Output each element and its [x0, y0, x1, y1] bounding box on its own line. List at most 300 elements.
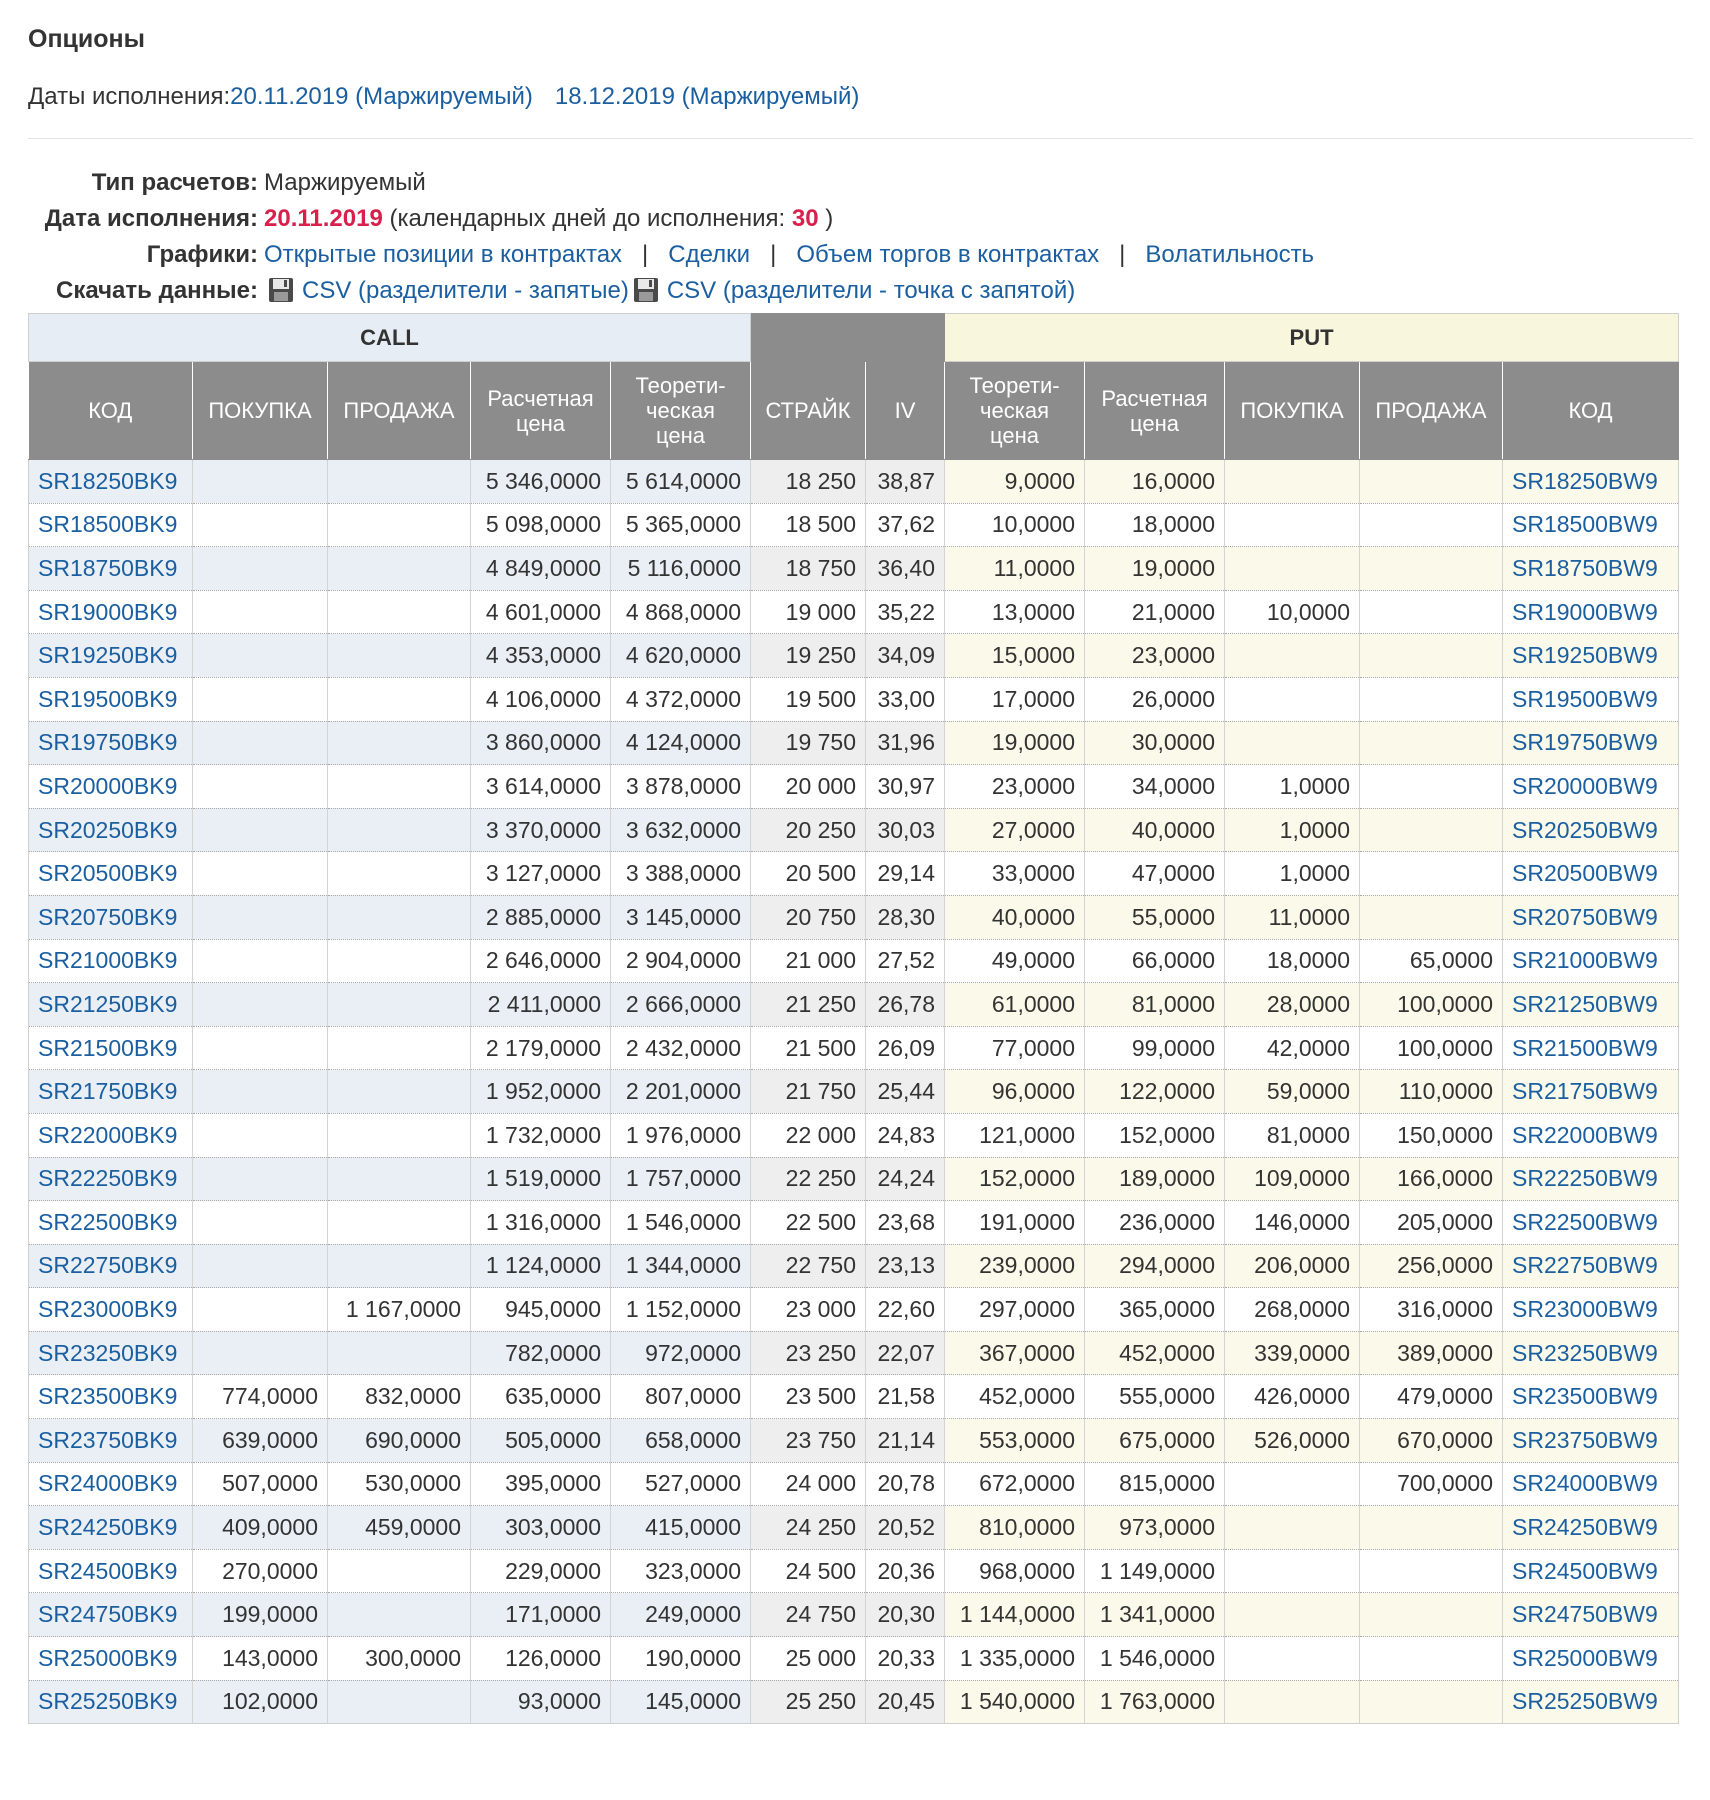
floppy-disk-icon[interactable] — [633, 277, 659, 303]
cell-call-settle: 3 127,0000 — [471, 852, 611, 896]
cell-iv: 20,78 — [866, 1462, 945, 1506]
cell-call-bid — [193, 1113, 328, 1157]
cell-put-code[interactable]: SR24750BW9 — [1503, 1593, 1679, 1637]
cell-put-settle: 236,0000 — [1085, 1201, 1225, 1245]
cell-call-theor: 4 868,0000 — [611, 590, 751, 634]
cell-call-ask — [328, 1680, 471, 1724]
cell-strike: 21 500 — [751, 1026, 866, 1070]
cell-put-ask — [1360, 1637, 1503, 1681]
cell-put-bid — [1225, 1680, 1360, 1724]
cell-put-theor: 15,0000 — [945, 634, 1085, 678]
cell-call-code[interactable]: SR21750BK9 — [29, 1070, 193, 1114]
cell-iv: 34,09 — [866, 634, 945, 678]
cell-call-theor: 2 201,0000 — [611, 1070, 751, 1114]
cell-put-settle: 23,0000 — [1085, 634, 1225, 678]
cell-call-settle: 3 614,0000 — [471, 765, 611, 809]
col-header-call-bid[interactable]: ПОКУПКА — [193, 362, 328, 460]
cell-call-code[interactable]: SR19500BK9 — [29, 677, 193, 721]
cell-put-code[interactable]: SR21000BW9 — [1503, 939, 1679, 983]
cell-put-theor: 96,0000 — [945, 1070, 1085, 1114]
cell-call-code[interactable]: SR25000BK9 — [29, 1637, 193, 1681]
cell-call-settle: 171,0000 — [471, 1593, 611, 1637]
table-row — [29, 1113, 1679, 1157]
cell-put-ask — [1360, 1680, 1503, 1724]
cell-call-settle: 5 098,0000 — [471, 503, 611, 547]
cell-put-bid: 146,0000 — [1225, 1201, 1360, 1245]
cell-put-theor: 297,0000 — [945, 1288, 1085, 1332]
cell-put-code[interactable]: SR21250BW9 — [1503, 983, 1679, 1027]
cell-put-ask — [1360, 1593, 1503, 1637]
cell-put-settle: 1 341,0000 — [1085, 1593, 1225, 1637]
charts-links — [264, 237, 1314, 273]
cell-call-code[interactable]: SR20000BK9 — [29, 765, 193, 809]
settlement-row — [28, 165, 1710, 201]
pipe-separator: | — [770, 241, 777, 268]
cell-put-bid: 81,0000 — [1225, 1113, 1360, 1157]
cell-call-settle: 5 346,0000 — [471, 460, 611, 504]
cell-call-settle: 782,0000 — [471, 1331, 611, 1375]
cell-strike: 22 250 — [751, 1157, 866, 1201]
cell-put-theor: 40,0000 — [945, 895, 1085, 939]
cell-strike: 22 500 — [751, 1201, 866, 1245]
table-row — [29, 765, 1679, 809]
cell-call-theor: 1 976,0000 — [611, 1113, 751, 1157]
cell-strike: 22 000 — [751, 1113, 866, 1157]
cell-iv: 23,13 — [866, 1244, 945, 1288]
floppy-disk-icon[interactable] — [268, 277, 294, 303]
cell-put-bid — [1225, 677, 1360, 721]
cell-put-ask — [1360, 852, 1503, 896]
cell-put-theor: 121,0000 — [945, 1113, 1085, 1157]
cell-call-theor: 3 632,0000 — [611, 808, 751, 852]
cell-strike: 20 000 — [751, 765, 866, 809]
table-row — [29, 1244, 1679, 1288]
cell-call-ask — [328, 1201, 471, 1245]
cell-put-code[interactable]: SR19750BW9 — [1503, 721, 1679, 765]
cell-call-theor: 5 365,0000 — [611, 503, 751, 547]
table-row — [29, 1201, 1679, 1245]
chart-link-volatility[interactable]: Волатильность — [1145, 241, 1315, 268]
csv-semicolon-link[interactable]: CSV (разделители - точка с запятой) — [666, 277, 1076, 304]
cell-strike: 20 750 — [751, 895, 866, 939]
cell-call-bid — [193, 1288, 328, 1332]
cell-put-code[interactable]: SR24250BW9 — [1503, 1506, 1679, 1550]
col-header-put-ask[interactable]: ПРОДАЖА — [1360, 362, 1503, 460]
cell-call-code[interactable]: SR24250BK9 — [29, 1506, 193, 1550]
cell-put-theor: 968,0000 — [945, 1549, 1085, 1593]
info-block — [28, 165, 1710, 309]
cell-call-code[interactable]: SR24500BK9 — [29, 1549, 193, 1593]
cell-put-ask — [1360, 460, 1503, 504]
cell-put-code[interactable]: SR23500BW9 — [1503, 1375, 1679, 1419]
cell-put-theor: 11,0000 — [945, 547, 1085, 591]
cell-put-settle: 47,0000 — [1085, 852, 1225, 896]
cell-iv: 23,68 — [866, 1201, 945, 1245]
table-row — [29, 1026, 1679, 1070]
cell-put-settle: 99,0000 — [1085, 1026, 1225, 1070]
cell-strike: 23 500 — [751, 1375, 866, 1419]
cell-call-ask — [328, 808, 471, 852]
expiry-date: 20.11.2019 — [264, 205, 383, 232]
cell-put-bid — [1225, 1506, 1360, 1550]
cell-put-settle: 1 546,0000 — [1085, 1637, 1225, 1681]
cell-put-ask — [1360, 765, 1503, 809]
cell-call-code[interactable]: SR24000BK9 — [29, 1462, 193, 1506]
cell-put-code[interactable]: SR22750BW9 — [1503, 1244, 1679, 1288]
cell-put-settle: 16,0000 — [1085, 460, 1225, 504]
cell-put-code[interactable]: SR18750BW9 — [1503, 547, 1679, 591]
cell-call-bid — [193, 1201, 328, 1245]
cell-call-code[interactable]: SR22000BK9 — [29, 1113, 193, 1157]
cell-put-code[interactable]: SR19000BW9 — [1503, 590, 1679, 634]
cell-call-code[interactable]: SR22500BK9 — [29, 1201, 193, 1245]
table-row — [29, 983, 1679, 1027]
cell-call-code[interactable]: SR23750BK9 — [29, 1419, 193, 1463]
pipe-separator: | — [642, 241, 649, 268]
cell-call-ask — [328, 547, 471, 591]
cell-put-code[interactable]: SR23250BW9 — [1503, 1331, 1679, 1375]
cell-put-code[interactable]: SR23750BW9 — [1503, 1419, 1679, 1463]
cell-put-bid: 426,0000 — [1225, 1375, 1360, 1419]
cell-put-code[interactable]: SR21750BW9 — [1503, 1070, 1679, 1114]
cell-iv: 22,60 — [866, 1288, 945, 1332]
cell-call-settle: 2 411,0000 — [471, 983, 611, 1027]
table-row — [29, 852, 1679, 896]
cell-put-settle: 26,0000 — [1085, 677, 1225, 721]
cell-put-bid: 1,0000 — [1225, 808, 1360, 852]
cell-put-bid: 10,0000 — [1225, 590, 1360, 634]
cell-call-code[interactable]: SR22250BK9 — [29, 1157, 193, 1201]
cell-put-theor: 672,0000 — [945, 1462, 1085, 1506]
cell-put-settle: 294,0000 — [1085, 1244, 1225, 1288]
cell-put-ask: 316,0000 — [1360, 1288, 1503, 1332]
cell-call-code[interactable]: SR22750BK9 — [29, 1244, 193, 1288]
cell-put-ask — [1360, 1506, 1503, 1550]
cell-strike: 21 000 — [751, 939, 866, 983]
cell-iv: 38,87 — [866, 460, 945, 504]
cell-put-theor: 553,0000 — [945, 1419, 1085, 1463]
col-header-call-ask[interactable]: ПРОДАЖА — [328, 362, 471, 460]
days-count: 30 — [791, 205, 819, 232]
cell-call-ask: 530,0000 — [328, 1462, 471, 1506]
cell-strike: 22 750 — [751, 1244, 866, 1288]
cell-call-code[interactable]: SR20250BK9 — [29, 808, 193, 852]
cell-put-bid: 1,0000 — [1225, 852, 1360, 896]
cell-call-theor: 658,0000 — [611, 1419, 751, 1463]
cell-call-settle: 4 601,0000 — [471, 590, 611, 634]
cell-call-theor: 145,0000 — [611, 1680, 751, 1724]
cell-call-bid — [193, 983, 328, 1027]
cell-put-settle: 55,0000 — [1085, 895, 1225, 939]
cell-put-ask: 700,0000 — [1360, 1462, 1503, 1506]
cell-put-code[interactable]: SR22250BW9 — [1503, 1157, 1679, 1201]
col-header-strike[interactable]: СТРАЙК — [751, 362, 866, 460]
cell-put-ask — [1360, 808, 1503, 852]
cell-call-code[interactable]: SR23000BK9 — [29, 1288, 193, 1332]
cell-put-bid: 11,0000 — [1225, 895, 1360, 939]
cell-put-settle: 815,0000 — [1085, 1462, 1225, 1506]
cell-put-ask: 100,0000 — [1360, 983, 1503, 1027]
cell-call-settle: 945,0000 — [471, 1288, 611, 1332]
cell-put-bid: 59,0000 — [1225, 1070, 1360, 1114]
cell-call-code[interactable]: SR20500BK9 — [29, 852, 193, 896]
cell-put-bid — [1225, 1462, 1360, 1506]
cell-put-ask — [1360, 503, 1503, 547]
cell-call-ask — [328, 1070, 471, 1114]
table-row — [29, 939, 1679, 983]
cell-call-settle: 4 353,0000 — [471, 634, 611, 678]
cell-call-code[interactable]: SR23500BK9 — [29, 1375, 193, 1419]
expiry-date-link-1[interactable]: 20.11.2019 (Маржируемый) — [230, 83, 533, 110]
cell-call-code[interactable]: SR24750BK9 — [29, 1593, 193, 1637]
cell-call-settle: 93,0000 — [471, 1680, 611, 1724]
column-header-row — [29, 362, 1679, 460]
cell-call-bid: 409,0000 — [193, 1506, 328, 1550]
expiry-dates-label: Даты исполнения: — [28, 83, 231, 110]
cell-strike: 23 750 — [751, 1419, 866, 1463]
col-header-iv[interactable]: IV — [866, 362, 945, 460]
cell-call-settle: 1 124,0000 — [471, 1244, 611, 1288]
cell-call-settle: 505,0000 — [471, 1419, 611, 1463]
cell-put-settle: 19,0000 — [1085, 547, 1225, 591]
chart-link-volume[interactable]: Объем торгов в контрактах — [796, 241, 1100, 268]
cell-put-code[interactable]: SR23000BW9 — [1503, 1288, 1679, 1332]
cell-call-ask: 300,0000 — [328, 1637, 471, 1681]
cell-put-bid — [1225, 634, 1360, 678]
cell-put-bid: 109,0000 — [1225, 1157, 1360, 1201]
settlement-label: Тип расчетов: — [91, 169, 258, 196]
cell-call-bid — [193, 677, 328, 721]
cell-call-theor: 2 666,0000 — [611, 983, 751, 1027]
charts-label: Графики: — [146, 241, 258, 268]
cell-strike: 19 750 — [751, 721, 866, 765]
cell-call-code[interactable]: SR21250BK9 — [29, 983, 193, 1027]
cell-call-theor: 3 388,0000 — [611, 852, 751, 896]
cell-put-settle: 365,0000 — [1085, 1288, 1225, 1332]
chart-link-trades[interactable]: Сделки — [668, 241, 751, 268]
cell-iv: 33,00 — [866, 677, 945, 721]
cell-put-code[interactable]: SR22500BW9 — [1503, 1201, 1679, 1245]
cell-strike: 18 250 — [751, 460, 866, 504]
cell-put-bid: 18,0000 — [1225, 939, 1360, 983]
col-header-call-settle[interactable]: Расчетная цена — [471, 362, 611, 460]
cell-put-code[interactable]: SR25250BW9 — [1503, 1680, 1679, 1724]
cell-put-ask: 256,0000 — [1360, 1244, 1503, 1288]
cell-call-code[interactable]: SR25250BK9 — [29, 1680, 193, 1724]
cell-put-theor: 19,0000 — [945, 721, 1085, 765]
cell-strike: 24 000 — [751, 1462, 866, 1506]
charts-row — [28, 237, 1710, 273]
cell-call-bid — [193, 939, 328, 983]
cell-call-ask: 690,0000 — [328, 1419, 471, 1463]
download-row — [28, 273, 1710, 309]
cell-put-settle: 30,0000 — [1085, 721, 1225, 765]
cell-call-code[interactable]: SR19750BK9 — [29, 721, 193, 765]
download-links — [264, 273, 1075, 309]
cell-call-ask — [328, 677, 471, 721]
cell-call-code[interactable]: SR19250BK9 — [29, 634, 193, 678]
cell-put-ask: 479,0000 — [1360, 1375, 1503, 1419]
table-row — [29, 1593, 1679, 1637]
cell-iv: 29,14 — [866, 852, 945, 896]
csv-comma-link[interactable]: CSV (разделители - запятые) — [302, 277, 629, 304]
cell-call-code[interactable]: SR20750BK9 — [29, 895, 193, 939]
cell-strike: 25 250 — [751, 1680, 866, 1724]
cell-call-settle: 1 952,0000 — [471, 1070, 611, 1114]
col-header-call-code[interactable]: КОД — [29, 362, 193, 460]
expiry-dates-line — [28, 80, 1710, 124]
cell-put-settle: 66,0000 — [1085, 939, 1225, 983]
cell-call-bid — [193, 1331, 328, 1375]
cell-call-settle: 4 849,0000 — [471, 547, 611, 591]
cell-strike: 23 250 — [751, 1331, 866, 1375]
cell-put-code[interactable]: SR20250BW9 — [1503, 808, 1679, 852]
cell-call-bid: 507,0000 — [193, 1462, 328, 1506]
cell-call-ask — [328, 895, 471, 939]
cell-call-theor: 972,0000 — [611, 1331, 751, 1375]
cell-call-settle: 126,0000 — [471, 1637, 611, 1681]
cell-put-bid — [1225, 503, 1360, 547]
cell-call-code[interactable]: SR18250BK9 — [29, 460, 193, 504]
cell-put-code[interactable]: SR25000BW9 — [1503, 1637, 1679, 1681]
cell-iv: 26,09 — [866, 1026, 945, 1070]
cell-call-ask — [328, 1331, 471, 1375]
cell-call-settle: 4 106,0000 — [471, 677, 611, 721]
cell-put-theor: 27,0000 — [945, 808, 1085, 852]
cell-strike: 20 500 — [751, 852, 866, 896]
cell-call-theor: 1 757,0000 — [611, 1157, 751, 1201]
cell-call-bid — [193, 808, 328, 852]
cell-iv: 21,58 — [866, 1375, 945, 1419]
cell-put-code[interactable]: SR22000BW9 — [1503, 1113, 1679, 1157]
table-row — [29, 503, 1679, 547]
table-row — [29, 1680, 1679, 1724]
cell-put-code[interactable]: SR18500BW9 — [1503, 503, 1679, 547]
cell-call-settle: 2 179,0000 — [471, 1026, 611, 1070]
cell-put-code[interactable]: SR24000BW9 — [1503, 1462, 1679, 1506]
cell-strike: 23 000 — [751, 1288, 866, 1332]
cell-call-ask: 832,0000 — [328, 1375, 471, 1419]
cell-call-ask — [328, 1157, 471, 1201]
table-row — [29, 1375, 1679, 1419]
table-row — [29, 1157, 1679, 1201]
cell-call-ask — [328, 721, 471, 765]
cell-call-bid: 639,0000 — [193, 1419, 328, 1463]
cell-call-settle: 229,0000 — [471, 1549, 611, 1593]
page-title: Опционы — [28, 25, 146, 53]
cell-put-settle: 40,0000 — [1085, 808, 1225, 852]
table-row — [29, 1419, 1679, 1463]
cell-put-theor: 367,0000 — [945, 1331, 1085, 1375]
cell-put-ask: 205,0000 — [1360, 1201, 1503, 1245]
cell-put-code[interactable]: SR18250BW9 — [1503, 460, 1679, 504]
cell-put-code[interactable]: SR21500BW9 — [1503, 1026, 1679, 1070]
cell-call-code[interactable]: SR18750BK9 — [29, 547, 193, 591]
cell-call-code[interactable]: SR21000BK9 — [29, 939, 193, 983]
cell-call-theor: 807,0000 — [611, 1375, 751, 1419]
cell-put-settle: 452,0000 — [1085, 1331, 1225, 1375]
cell-strike: 18 500 — [751, 503, 866, 547]
cell-put-ask: 65,0000 — [1360, 939, 1503, 983]
col-header-put-theor[interactable]: Теорети- ческая цена — [945, 362, 1085, 460]
cell-put-theor: 13,0000 — [945, 590, 1085, 634]
cell-iv: 26,78 — [866, 983, 945, 1027]
cell-iv: 24,24 — [866, 1157, 945, 1201]
cell-call-settle: 1 732,0000 — [471, 1113, 611, 1157]
pipe-separator: | — [1119, 241, 1126, 268]
cell-call-ask — [328, 634, 471, 678]
cell-call-code[interactable]: SR23250BK9 — [29, 1331, 193, 1375]
cell-iv: 22,07 — [866, 1331, 945, 1375]
table-row — [29, 1462, 1679, 1506]
cell-strike: 24 750 — [751, 1593, 866, 1637]
cell-put-code[interactable]: SR19250BW9 — [1503, 634, 1679, 678]
cell-put-code[interactable]: SR20750BW9 — [1503, 895, 1679, 939]
cell-call-ask — [328, 460, 471, 504]
table-row — [29, 677, 1679, 721]
cell-call-code[interactable]: SR21500BK9 — [29, 1026, 193, 1070]
expiry-date-link-2[interactable]: 18.12.2019 (Маржируемый) — [554, 83, 860, 110]
cell-put-code[interactable]: SR20500BW9 — [1503, 852, 1679, 896]
col-header-put-code[interactable]: КОД — [1503, 362, 1679, 460]
col-header-call-theor[interactable]: Теорети- ческая цена — [611, 362, 751, 460]
cell-put-bid — [1225, 1637, 1360, 1681]
cell-put-ask: 389,0000 — [1360, 1331, 1503, 1375]
cell-iv: 20,30 — [866, 1593, 945, 1637]
table-row — [29, 1549, 1679, 1593]
cell-put-bid — [1225, 721, 1360, 765]
cell-call-code[interactable]: SR18500BK9 — [29, 503, 193, 547]
cell-put-theor: 17,0000 — [945, 677, 1085, 721]
chart-link-open-interest[interactable]: Открытые позиции в контрактах — [264, 241, 623, 268]
col-header-put-bid[interactable]: ПОКУПКА — [1225, 362, 1360, 460]
cell-call-bid — [193, 1244, 328, 1288]
cell-call-theor: 4 372,0000 — [611, 677, 751, 721]
cell-call-code[interactable]: SR19000BK9 — [29, 590, 193, 634]
cell-put-bid — [1225, 460, 1360, 504]
cell-call-settle: 2 885,0000 — [471, 895, 611, 939]
cell-call-bid — [193, 460, 328, 504]
col-header-put-settle[interactable]: Расчетная цена — [1085, 362, 1225, 460]
cell-put-settle: 152,0000 — [1085, 1113, 1225, 1157]
cell-put-theor: 9,0000 — [945, 460, 1085, 504]
table-row — [29, 808, 1679, 852]
cell-call-bid: 774,0000 — [193, 1375, 328, 1419]
cell-put-bid: 268,0000 — [1225, 1288, 1360, 1332]
cell-put-code[interactable]: SR24500BW9 — [1503, 1549, 1679, 1593]
cell-put-bid: 526,0000 — [1225, 1419, 1360, 1463]
cell-call-bid: 199,0000 — [193, 1593, 328, 1637]
cell-call-theor: 323,0000 — [611, 1549, 751, 1593]
cell-put-code[interactable]: SR19500BW9 — [1503, 677, 1679, 721]
cell-put-theor: 452,0000 — [945, 1375, 1085, 1419]
cell-strike: 24 250 — [751, 1506, 866, 1550]
cell-put-settle: 18,0000 — [1085, 503, 1225, 547]
cell-put-code[interactable]: SR20000BW9 — [1503, 765, 1679, 809]
settlement-value: Маржируемый — [264, 169, 426, 196]
cell-put-theor: 33,0000 — [945, 852, 1085, 896]
cell-call-theor: 5 116,0000 — [611, 547, 751, 591]
cell-strike: 19 500 — [751, 677, 866, 721]
cell-put-theor: 152,0000 — [945, 1157, 1085, 1201]
cell-call-ask — [328, 503, 471, 547]
cell-call-theor: 3 878,0000 — [611, 765, 751, 809]
cell-call-ask — [328, 590, 471, 634]
cell-put-bid: 206,0000 — [1225, 1244, 1360, 1288]
cell-call-bid — [193, 590, 328, 634]
cell-put-bid: 1,0000 — [1225, 765, 1360, 809]
cell-call-theor: 4 620,0000 — [611, 634, 751, 678]
